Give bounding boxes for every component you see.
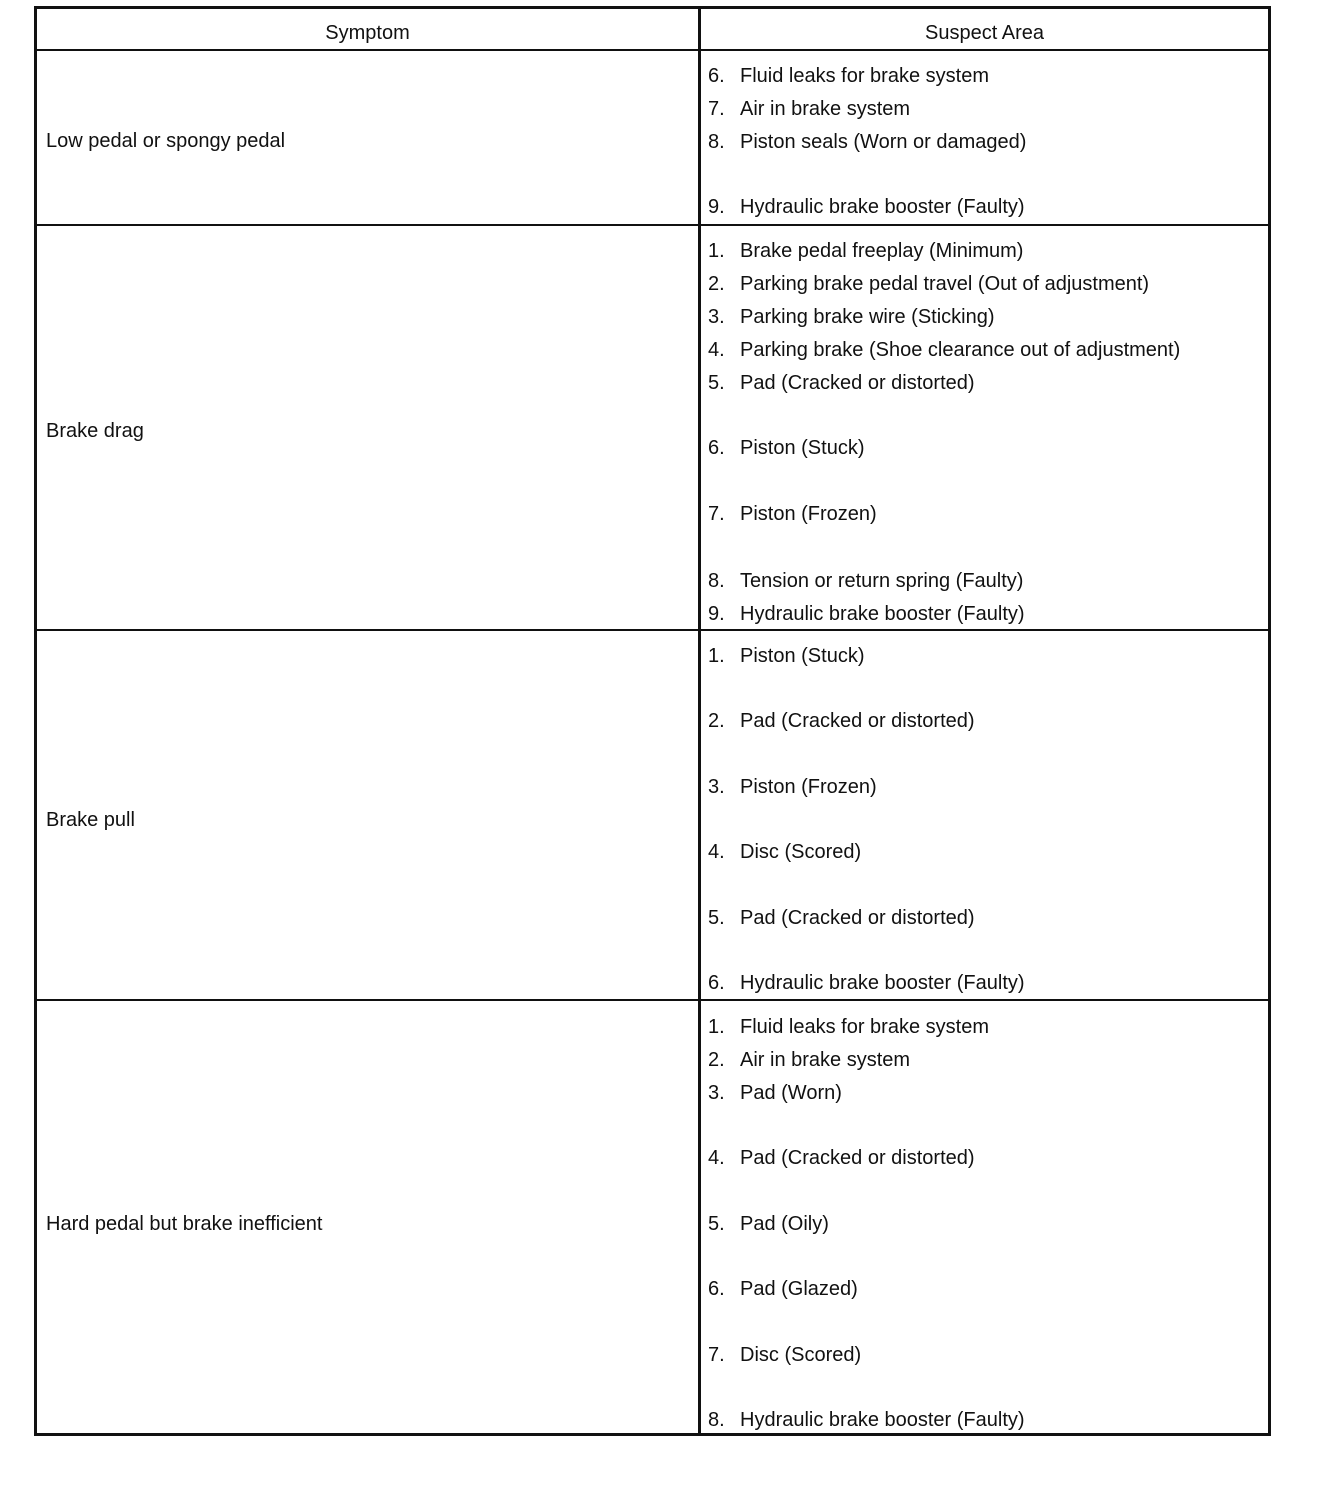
- suspect-item: 8. Tension or return spring (Faulty): [708, 570, 1024, 592]
- column-divider: [698, 9, 701, 1433]
- suspect-item: 1. Brake pedal freeplay (Minimum): [708, 240, 1024, 262]
- header-symptom: Symptom: [325, 22, 410, 44]
- header-suspect-area: Suspect Area: [925, 22, 1044, 44]
- suspect-item: 5. Pad (Cracked or distorted): [708, 372, 975, 394]
- suspect-item: 3. Parking brake wire (Sticking): [708, 306, 995, 328]
- suspect-item: 2. Air in brake system: [708, 1049, 911, 1071]
- suspect-item: 6. Piston (Stuck): [708, 437, 865, 459]
- suspect-item: 8. Hydraulic brake booster (Faulty): [708, 1409, 1025, 1431]
- suspect-item: 2. Pad (Cracked or distorted): [708, 710, 975, 732]
- suspect-item: 9. Hydraulic brake booster (Faulty): [708, 196, 1025, 218]
- suspect-item: 6. Hydraulic brake booster (Faulty): [708, 972, 1025, 994]
- suspect-item: 4. Disc (Scored): [708, 841, 862, 863]
- symptom-cell: Low pedal or spongy pedal: [46, 130, 286, 152]
- suspect-item: 3. Piston (Frozen): [708, 776, 877, 798]
- suspect-item: 7. Piston (Frozen): [708, 503, 877, 525]
- suspect-item: 7. Air in brake system: [708, 98, 911, 120]
- suspect-item: 6. Pad (Glazed): [708, 1278, 858, 1300]
- suspect-item: 9. Hydraulic brake booster (Faulty): [708, 603, 1025, 625]
- suspect-item: 5. Pad (Oily): [708, 1213, 829, 1235]
- symptom-cell: Brake pull: [46, 809, 135, 831]
- suspect-item: 1. Piston (Stuck): [708, 645, 865, 667]
- suspect-item: 4. Parking brake (Shoe clearance out of adjustment): [708, 339, 1181, 361]
- symptom-cell: Brake drag: [46, 420, 144, 442]
- suspect-item: 1. Fluid leaks for brake system: [708, 1016, 989, 1038]
- suspect-item: 4. Pad (Cracked or distorted): [708, 1147, 975, 1169]
- suspect-item: 3. Pad (Worn): [708, 1082, 842, 1104]
- row-divider: [37, 999, 1268, 1001]
- row-divider: [37, 224, 1268, 226]
- row-divider: [37, 629, 1268, 631]
- suspect-item: 6. Fluid leaks for brake system: [708, 65, 989, 87]
- suspect-item: 8. Piston seals (Worn or damaged): [708, 131, 1027, 153]
- suspect-item: 2. Parking brake pedal travel (Out of adjustment): [708, 273, 1150, 295]
- row-divider: [37, 49, 1268, 51]
- symptom-cell: Hard pedal but brake inefficient: [46, 1213, 323, 1235]
- suspect-item: 5. Pad (Cracked or distorted): [708, 907, 975, 929]
- suspect-item: 7. Disc (Scored): [708, 1344, 862, 1366]
- troubleshooting-table: [34, 6, 1271, 1436]
